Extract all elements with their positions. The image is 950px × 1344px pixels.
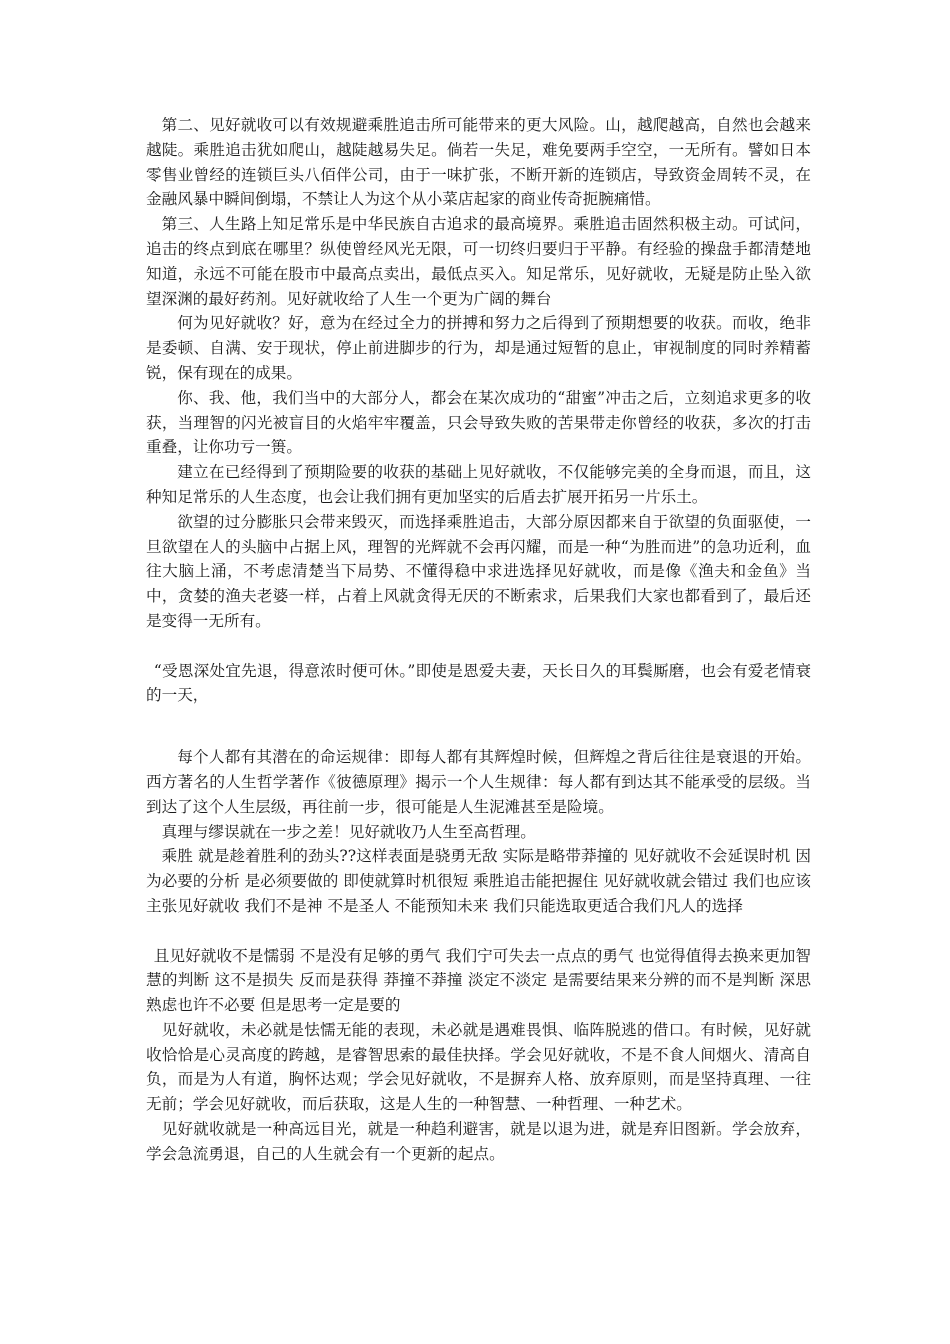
paragraph-truth: 真理与缪误就在一步之差！见好就收乃人生至高哲理。 (161, 822, 536, 841)
paragraph-foundation: 建立在已经得到了预期险要的收获的基础上见好就收，不仅能够完美的全身而退，而且，这种知足常乐的人生态度，也会让我们拥有更加坚实的后盾去扩展开拓另一片乐土。 (146, 463, 811, 506)
paragraph-sweet-success: 你、我、他，我们当中的大部分人，都会在某次成功的“甜蜜”冲击之后，立刻追求更多的收获，当理智的闪光被盲目的火焰牢牢覆盖，只会导致失败的苦果带走你曾经的收获，多次的打击重叠，让你功亏一篑。 (146, 388, 811, 457)
paragraph-desire: 欲望的过分膨胀只会带来毁灭，而选择乘胜追击，大部分原因都来自于欲望的负面驱使，一旦欲望在人的头脑中占据上风，理智的光辉就不会再闪耀，而是一种“为胜而进”的急功近利，血往大脑上涌，不考虑清楚当下局势、不懂得稳中求进选择见好就收，而是像《渔夫和金鱼》当中，贪婪的渔夫老婆一样，占着上风就贪得无厌的不断索求，后果我们大家也都看到了，最后还是变得一无所有。 (146, 512, 811, 630)
document-body (146, 113, 811, 1167)
paragraph-wisdom: 见好就收，未必就是怯懦无能的表现，未必就是遇难畏惧、临阵脱逃的借口。有时候，见好就收恰恰是心灵高度的跨越，是睿智思索的最佳抉择。学会见好就收，不是不食人间烟火、清高自负，而是为人有道，胸怀达观；学会见好就收，不是摒弃人格、放弃原则，而是坚持真理、一往无前；学会见好就收，而后获取，这是人生的一种智慧、一种哲理、一种艺术。 (146, 1020, 811, 1114)
paragraph-conclusion: 见好就收就是一种高远目光，就是一种趋利避害，就是以退为进，就是弃旧图新。学会放弃，学会急流勇退，自己的人生就会有一个更新的起点。 (146, 1120, 811, 1163)
paragraph-quote: “受恩深处宜先退，得意浓时便可休。”即使是恩爱夫妻，天长日久的耳鬓厮磨，也会有爱老情衰的一天， (146, 661, 811, 705)
paragraph-not-cowardice: 且见好就收不是懦弱 不是没有足够的勇气 我们宁可失去一点点的勇气 也觉得值得去换来更加智慧的判断 这不是损失 反而是获得 莽撞不莽撞 淡定不淡定 是需要结果来分辨的而不是判断 深思熟虑也许不必要 但是思考一定是要的 (146, 946, 811, 1015)
paragraph-definition: 何为见好就收？好，意为在经过全力的拼搏和努力之后得到了预期想要的收获。而收，绝非是委顿、自满、安于现状，停止前进脚步的行为，却是通过短暂的息止，审视制度的同时养精蓄锐，保有现在的成果。 (146, 314, 811, 382)
paragraph-destiny: 每个人都有其潜在的命运规律：即每人都有其辉煌时候，但辉煌之背后往往是衰退的开始。西方著名的人生哲学著作《彼德原理》揭示一个人生规律：每人都有到达其不能承受的层级。当到达了这个人生层级，再往前一步，很可能是人生泥滩甚至是险境。 (146, 748, 811, 816)
paragraph-point-three: 第三、人生路上知足常乐是中华民族自古追求的最高境界。乘胜追击固然积极主动。可试问，追击的终点到底在哪里？纵使曾经风光无限，可一切终归要归于平静。有经验的操盘手都清楚地知道，永远不可能在股市中最高点卖出，最低点买入。知足常乐，见好就收，无疑是防止坠入欲望深渊的最好药剂。见好就收给了人生一个更为广阔的舞台 (146, 215, 811, 308)
paragraph-point-two: 第二、见好就收可以有效规避乘胜追击所可能带来的更大风险。山，越爬越高，自然也会越来越陡。乘胜追击犹如爬山，越陡越易失足。倘若一失足，难免要两手空空，一无所有。譬如日本零售业曾经的连锁巨头八佰伴公司，由于一味扩张，不断开新的连锁店，导致资金周转不灵，在金融风暴中瞬间倒塌，不禁让人为这个从小菜店起家的商业传奇扼腕痛惜。 (146, 116, 811, 209)
paragraph-momentum: 乘胜 就是趁着胜利的劲头??这样表面是骁勇无敌 实际是略带莽撞的 见好就收不会延误时机 因为必要的分析 是必须要做的 即使就算时机很短 乘胜追击能把握住 见好就收就会错过 我们也应该主张见好就收 我们不是神 不是圣人 不能预知未来 我们只能选取更适合我们凡人的选择 (146, 847, 811, 915)
